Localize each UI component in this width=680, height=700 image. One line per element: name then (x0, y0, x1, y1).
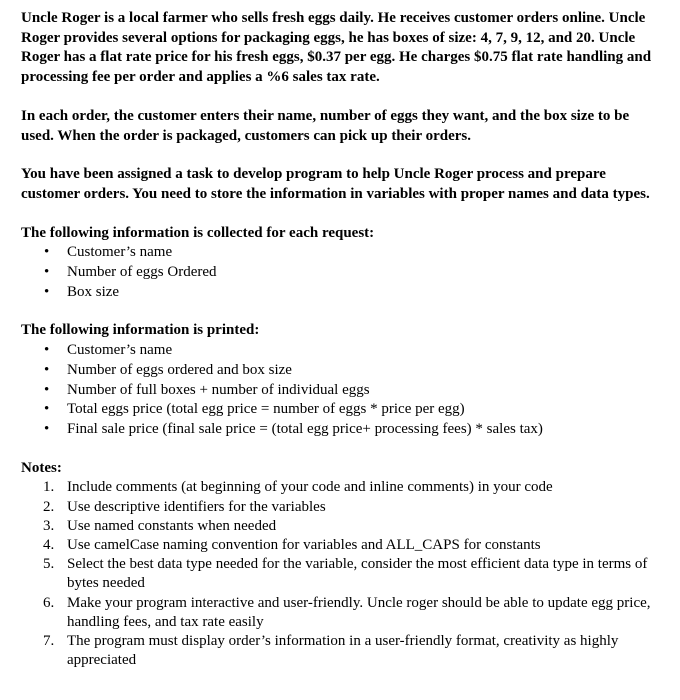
order-paragraph: In each order, the customer enters their name, number of eggs they want, and the box size to be used. When the order is packaged, customers can pick up their orders. (21, 107, 630, 144)
printed-list (21, 341, 664, 440)
list-item: • Customer’s name (21, 341, 664, 361)
printed-section (21, 321, 664, 439)
bullet-icon: • (44, 381, 50, 398)
task-paragraph: You have been assigned a task to develop program to help Uncle Roger process and prepare customer orders. You need to store the information in variables with proper names and data types. (21, 166, 650, 202)
bullet-icon: • (44, 244, 50, 261)
list-item: • Number of full boxes + number of individual eggs (21, 381, 664, 401)
bullet-icon: • (44, 420, 50, 437)
collected-list (21, 243, 664, 302)
intro-paragraph: Uncle Roger is a local farmer who sells fresh eggs daily. He receives customer orders online. Uncle Roger provides several options for packaging eggs, he has boxes of size: 4, 7, 9, 12, and 20. Uncle Roger has a flat rate price for his fresh eggs, $0.37 per egg. He charges $0.75 flat rate handling and processing fee per order and applies a %6 sales tax rate. (21, 10, 652, 86)
list-item: • Final sale price (final sale price = (total egg price+ processing fees) * sales tax) (21, 420, 664, 440)
list-item: 1. Include comments (at beginning of your code and inline comments) in your code (43, 479, 553, 496)
bullet-icon: • (44, 401, 50, 418)
bullet-icon: • (44, 361, 50, 378)
bullet-icon: • (44, 342, 50, 359)
list-item: • Customer’s name (21, 243, 664, 263)
list-item: • Number of eggs ordered and box size (21, 361, 664, 381)
list-item: • Total eggs price (total egg price = number of eggs * price per egg) (21, 400, 664, 420)
list-item: 4. Use camelCase naming convention for variables and ALL_CAPS for constants (43, 536, 541, 553)
printed-heading: The following information is printed: (21, 322, 260, 339)
collected-section (21, 224, 664, 303)
bullet-icon: • (44, 283, 50, 300)
bullet-icon: • (44, 264, 50, 281)
list-item: • Box size (21, 283, 664, 303)
collected-heading: The following information is collected for each request: (21, 224, 375, 241)
list-item: 5. Select the best data type needed for the variable, consider the most efficient data type in terms of bytes needed (43, 556, 648, 592)
notes-list (21, 478, 664, 670)
list-item: 3. Use named constants when needed (43, 517, 277, 534)
list-item: 6. Make your program interactive and user-friendly. Uncle roger should be able to update egg price, handling fees, and tax rate easily (43, 594, 651, 630)
list-item: 2. Use descriptive identifiers for the variables (43, 498, 326, 515)
notes-heading: Notes: (21, 459, 62, 476)
list-item: 7. The program must display order’s information in a user-friendly format, creativity as highly appreciated (43, 632, 619, 669)
list-item: • Number of eggs Ordered (21, 263, 664, 283)
notes-section (21, 459, 664, 671)
